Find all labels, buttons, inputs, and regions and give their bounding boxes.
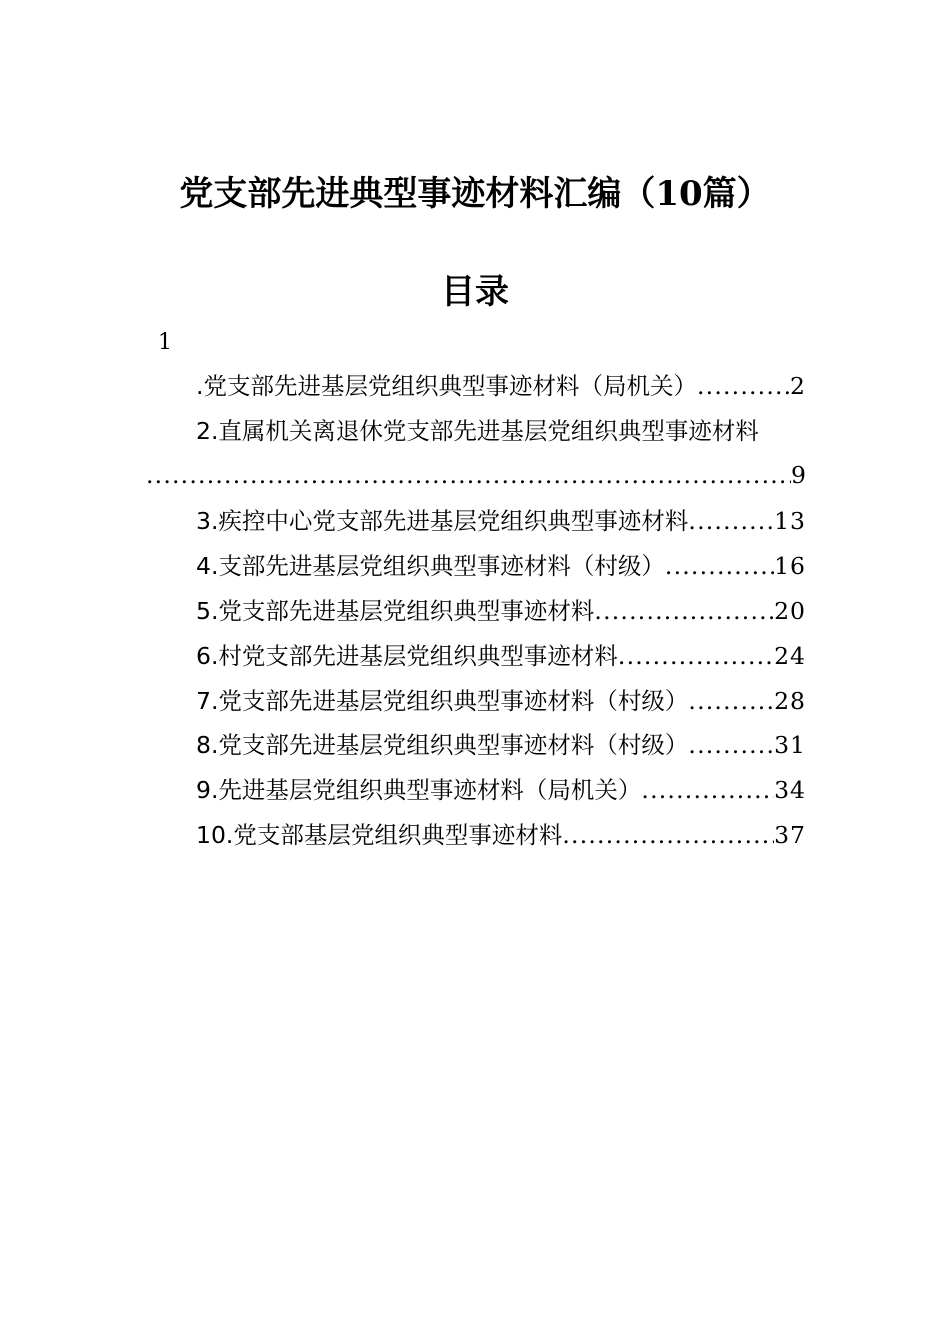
toc-entry[interactable] xyxy=(196,593,806,629)
toc-entry[interactable] xyxy=(196,817,806,853)
toc-heading: 目录 xyxy=(441,272,509,312)
toc-entry-page: 2 xyxy=(790,372,806,400)
toc-entry-title: 8.党支部先进基层党组织典型事迹材料（村级） xyxy=(196,731,689,759)
toc-leader-dots xyxy=(688,727,774,763)
toc-entry-title: .党支部先进基层党组织典型事迹材料（局机关） xyxy=(196,372,697,400)
toc-entry-title: 6.村党支部先进基层党组织典型事迹材料 xyxy=(196,642,618,670)
toc-entry-page: 16 xyxy=(774,552,806,580)
toc-entry-page: 20 xyxy=(774,597,806,625)
toc-entry[interactable] xyxy=(196,503,806,539)
document-title: 党支部先进典型事迹材料汇编（10篇） xyxy=(179,174,771,214)
toc-entry[interactable] xyxy=(196,548,806,584)
toc-leader-dots xyxy=(688,683,774,719)
toc-leader-dots xyxy=(688,503,774,539)
toc-entry-title: 5.党支部先进基层党组织典型事迹材料 xyxy=(196,597,595,625)
toc-entry-title: 9.先进基层党组织典型事迹材料（局机关） xyxy=(196,776,642,804)
toc-leader-dots xyxy=(618,638,774,674)
toc-entry-page: 28 xyxy=(774,687,806,715)
toc-entry-continuation xyxy=(146,457,806,493)
toc-entry-page: 31 xyxy=(774,731,806,759)
toc-leader-dots xyxy=(641,772,774,808)
toc-entry[interactable] xyxy=(196,368,806,404)
toc-leader-dots xyxy=(665,548,774,584)
toc-entry[interactable] xyxy=(196,727,806,763)
toc-entry-page: 37 xyxy=(774,821,806,849)
toc-leader-dots xyxy=(562,817,774,853)
list-number-marker: 1 xyxy=(158,330,172,355)
toc-entry-page: 13 xyxy=(774,507,806,535)
toc-entry[interactable] xyxy=(196,772,806,808)
toc-entry-title: 7.党支部先进基层党组织典型事迹材料（村级） xyxy=(196,687,689,715)
toc-entry[interactable] xyxy=(196,683,806,719)
toc-entry-page: 9 xyxy=(791,461,806,489)
toc-entry-title: 2.直属机关离退休党支部先进基层党组织典型事迹材料 xyxy=(196,417,759,445)
toc-entry-title: 10.党支部基层党组织典型事迹材料 xyxy=(196,821,563,849)
toc-entry[interactable] xyxy=(196,638,806,674)
toc-entry-page: 24 xyxy=(774,642,806,670)
toc-leader-dots xyxy=(697,368,790,404)
toc-entry-page: 34 xyxy=(774,776,806,804)
toc-entry-title: 4.支部先进基层党组织典型事迹材料（村级） xyxy=(196,552,665,580)
toc-entry-title: 3.疾控中心党支部先进基层党组织典型事迹材料 xyxy=(196,507,689,535)
toc-leader-dots xyxy=(594,593,774,629)
toc-leader-dots xyxy=(146,457,791,493)
